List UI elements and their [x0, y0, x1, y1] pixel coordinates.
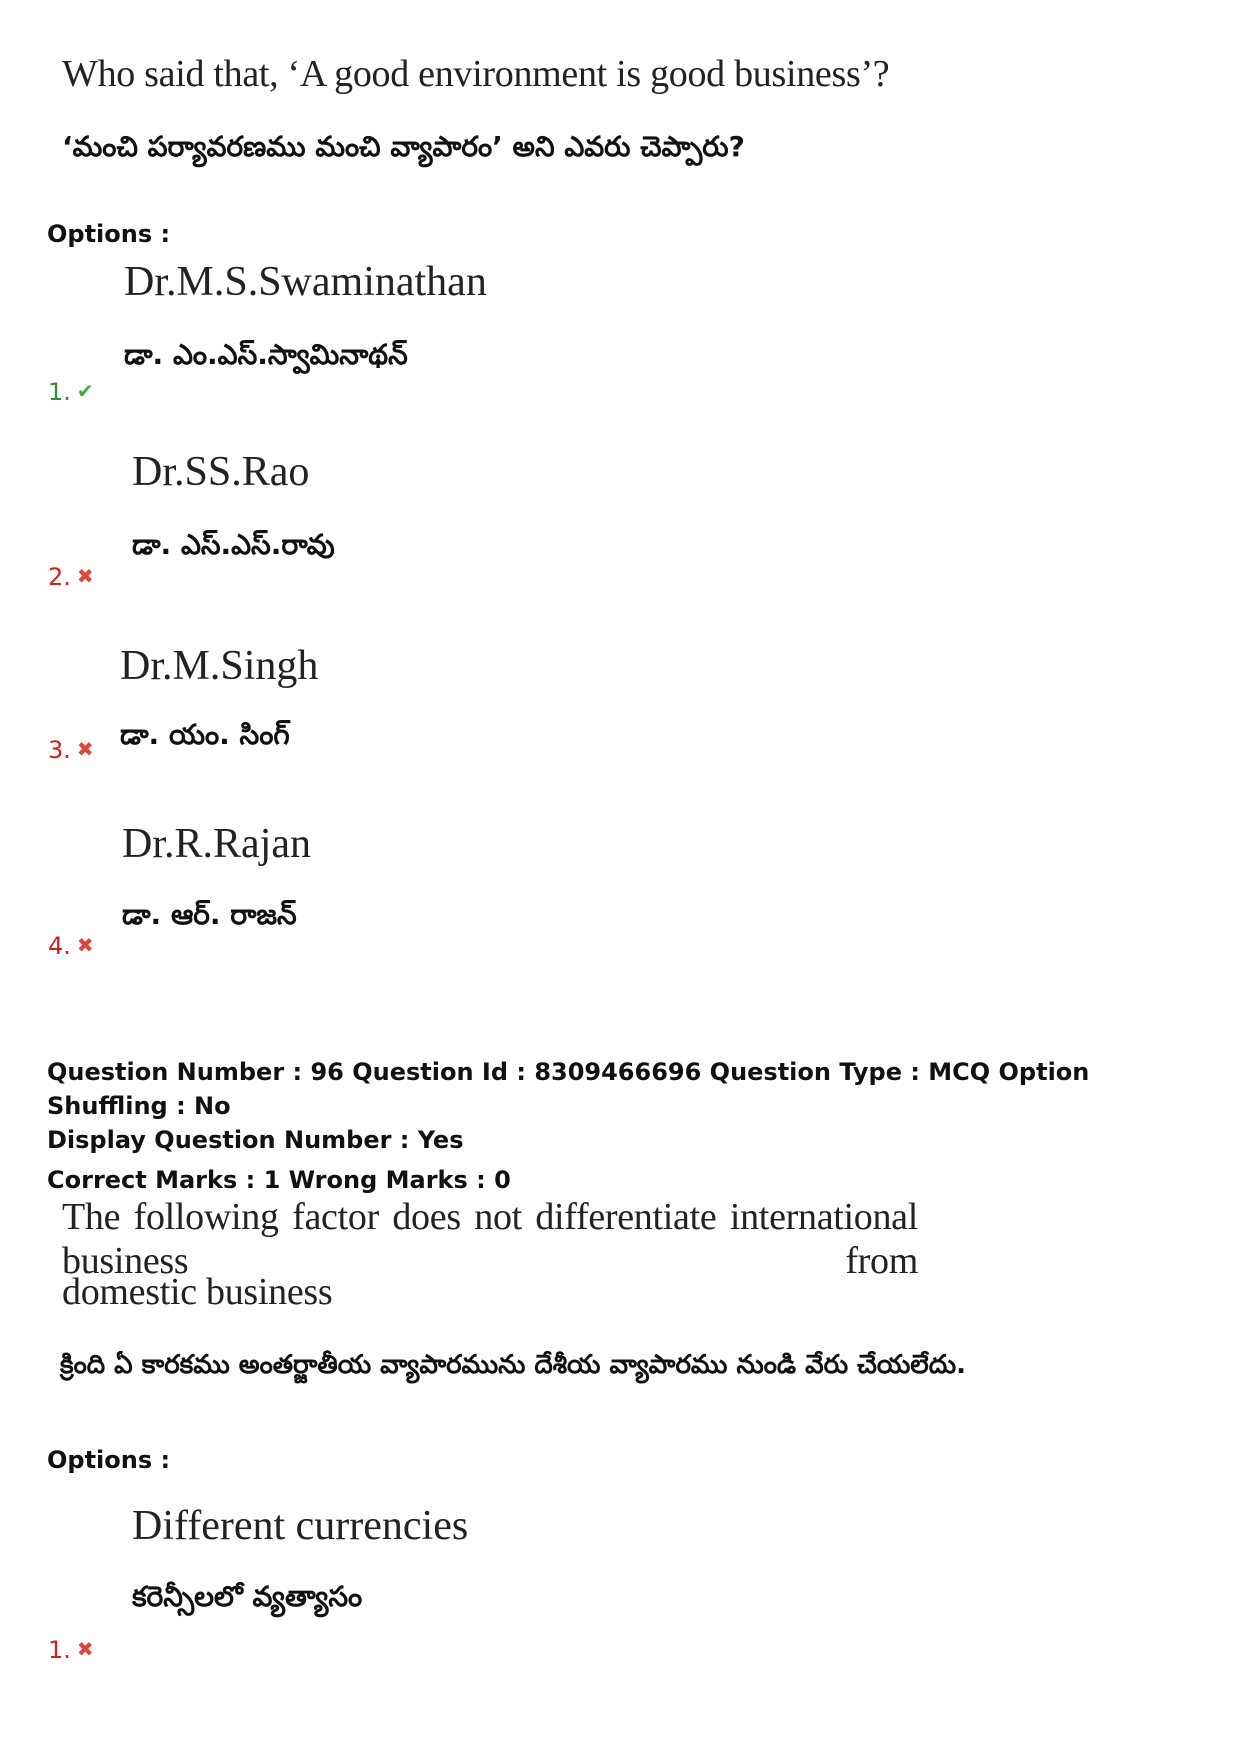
option-4-number: 4. ✖: [48, 932, 94, 960]
option-1-text-te: డా. ఎం.ఎస్.స్వామినాథన్: [124, 338, 408, 371]
question-96-text-te: క్రింది ఏ కారకము అంతర్జాతీయ వ్యాపారమును దేశీయ వ్యాపారము నుండి వేరు చేయలేదు.: [60, 1350, 966, 1380]
option-3-text-te: డా. యం. సింగ్: [120, 718, 290, 751]
cross-icon: ✖: [76, 1637, 94, 1661]
q96-option-1-number: 1. ✖: [48, 1636, 94, 1664]
question-meta-line: Question Number : 96 Question Id : 8309466696 Question Type : MCQ Option Shuffling : No: [47, 1058, 1090, 1120]
option-4-text-en: Dr.R.Rajan: [122, 821, 311, 867]
q96-option-1-text-en: Different currencies: [132, 1503, 469, 1549]
option-3-text-en: Dr.M.Singh: [120, 643, 319, 689]
options-label: Options :: [47, 1446, 171, 1474]
cross-icon: ✖: [76, 933, 94, 957]
question-96-text-en-line2: domestic business: [62, 1271, 333, 1313]
q96-option-1-text-te: కరెన్సీలలో వ్యత్యాసం: [132, 1580, 363, 1613]
cross-icon: ✖: [76, 737, 94, 761]
question-95-text-en: Who said that, ‘A good environment is good business’?: [62, 53, 890, 95]
option-2-text-en: Dr.SS.Rao: [132, 449, 310, 495]
option-3-number: 3. ✖: [48, 736, 94, 764]
option-2-number: 2. ✖: [48, 563, 94, 591]
check-icon: ✔: [76, 379, 94, 403]
question-96-text-en-line1: The following factor does not differentiate international business from: [62, 1196, 918, 1282]
option-1-number: 1. ✔: [48, 378, 94, 406]
option-4-text-te: డా. ఆర్. రాజన్: [122, 898, 297, 931]
cross-icon: ✖: [76, 564, 94, 588]
option-1-text-en: Dr.M.S.Swaminathan: [124, 259, 487, 305]
question-95-text-te: ‘మంచి పర్యావరణము మంచి వ్యాపారం’ అని ఎవరు చెప్పారు?: [62, 130, 745, 163]
display-question-number-line: Display Question Number : Yes: [47, 1126, 464, 1154]
options-label: Options :: [47, 220, 171, 248]
marks-line: Correct Marks : 1 Wrong Marks : 0: [47, 1166, 511, 1194]
question-96-info: [47, 1055, 1217, 1197]
option-2-text-te: డా. ఎస్.ఎస్.రావు: [132, 528, 335, 561]
